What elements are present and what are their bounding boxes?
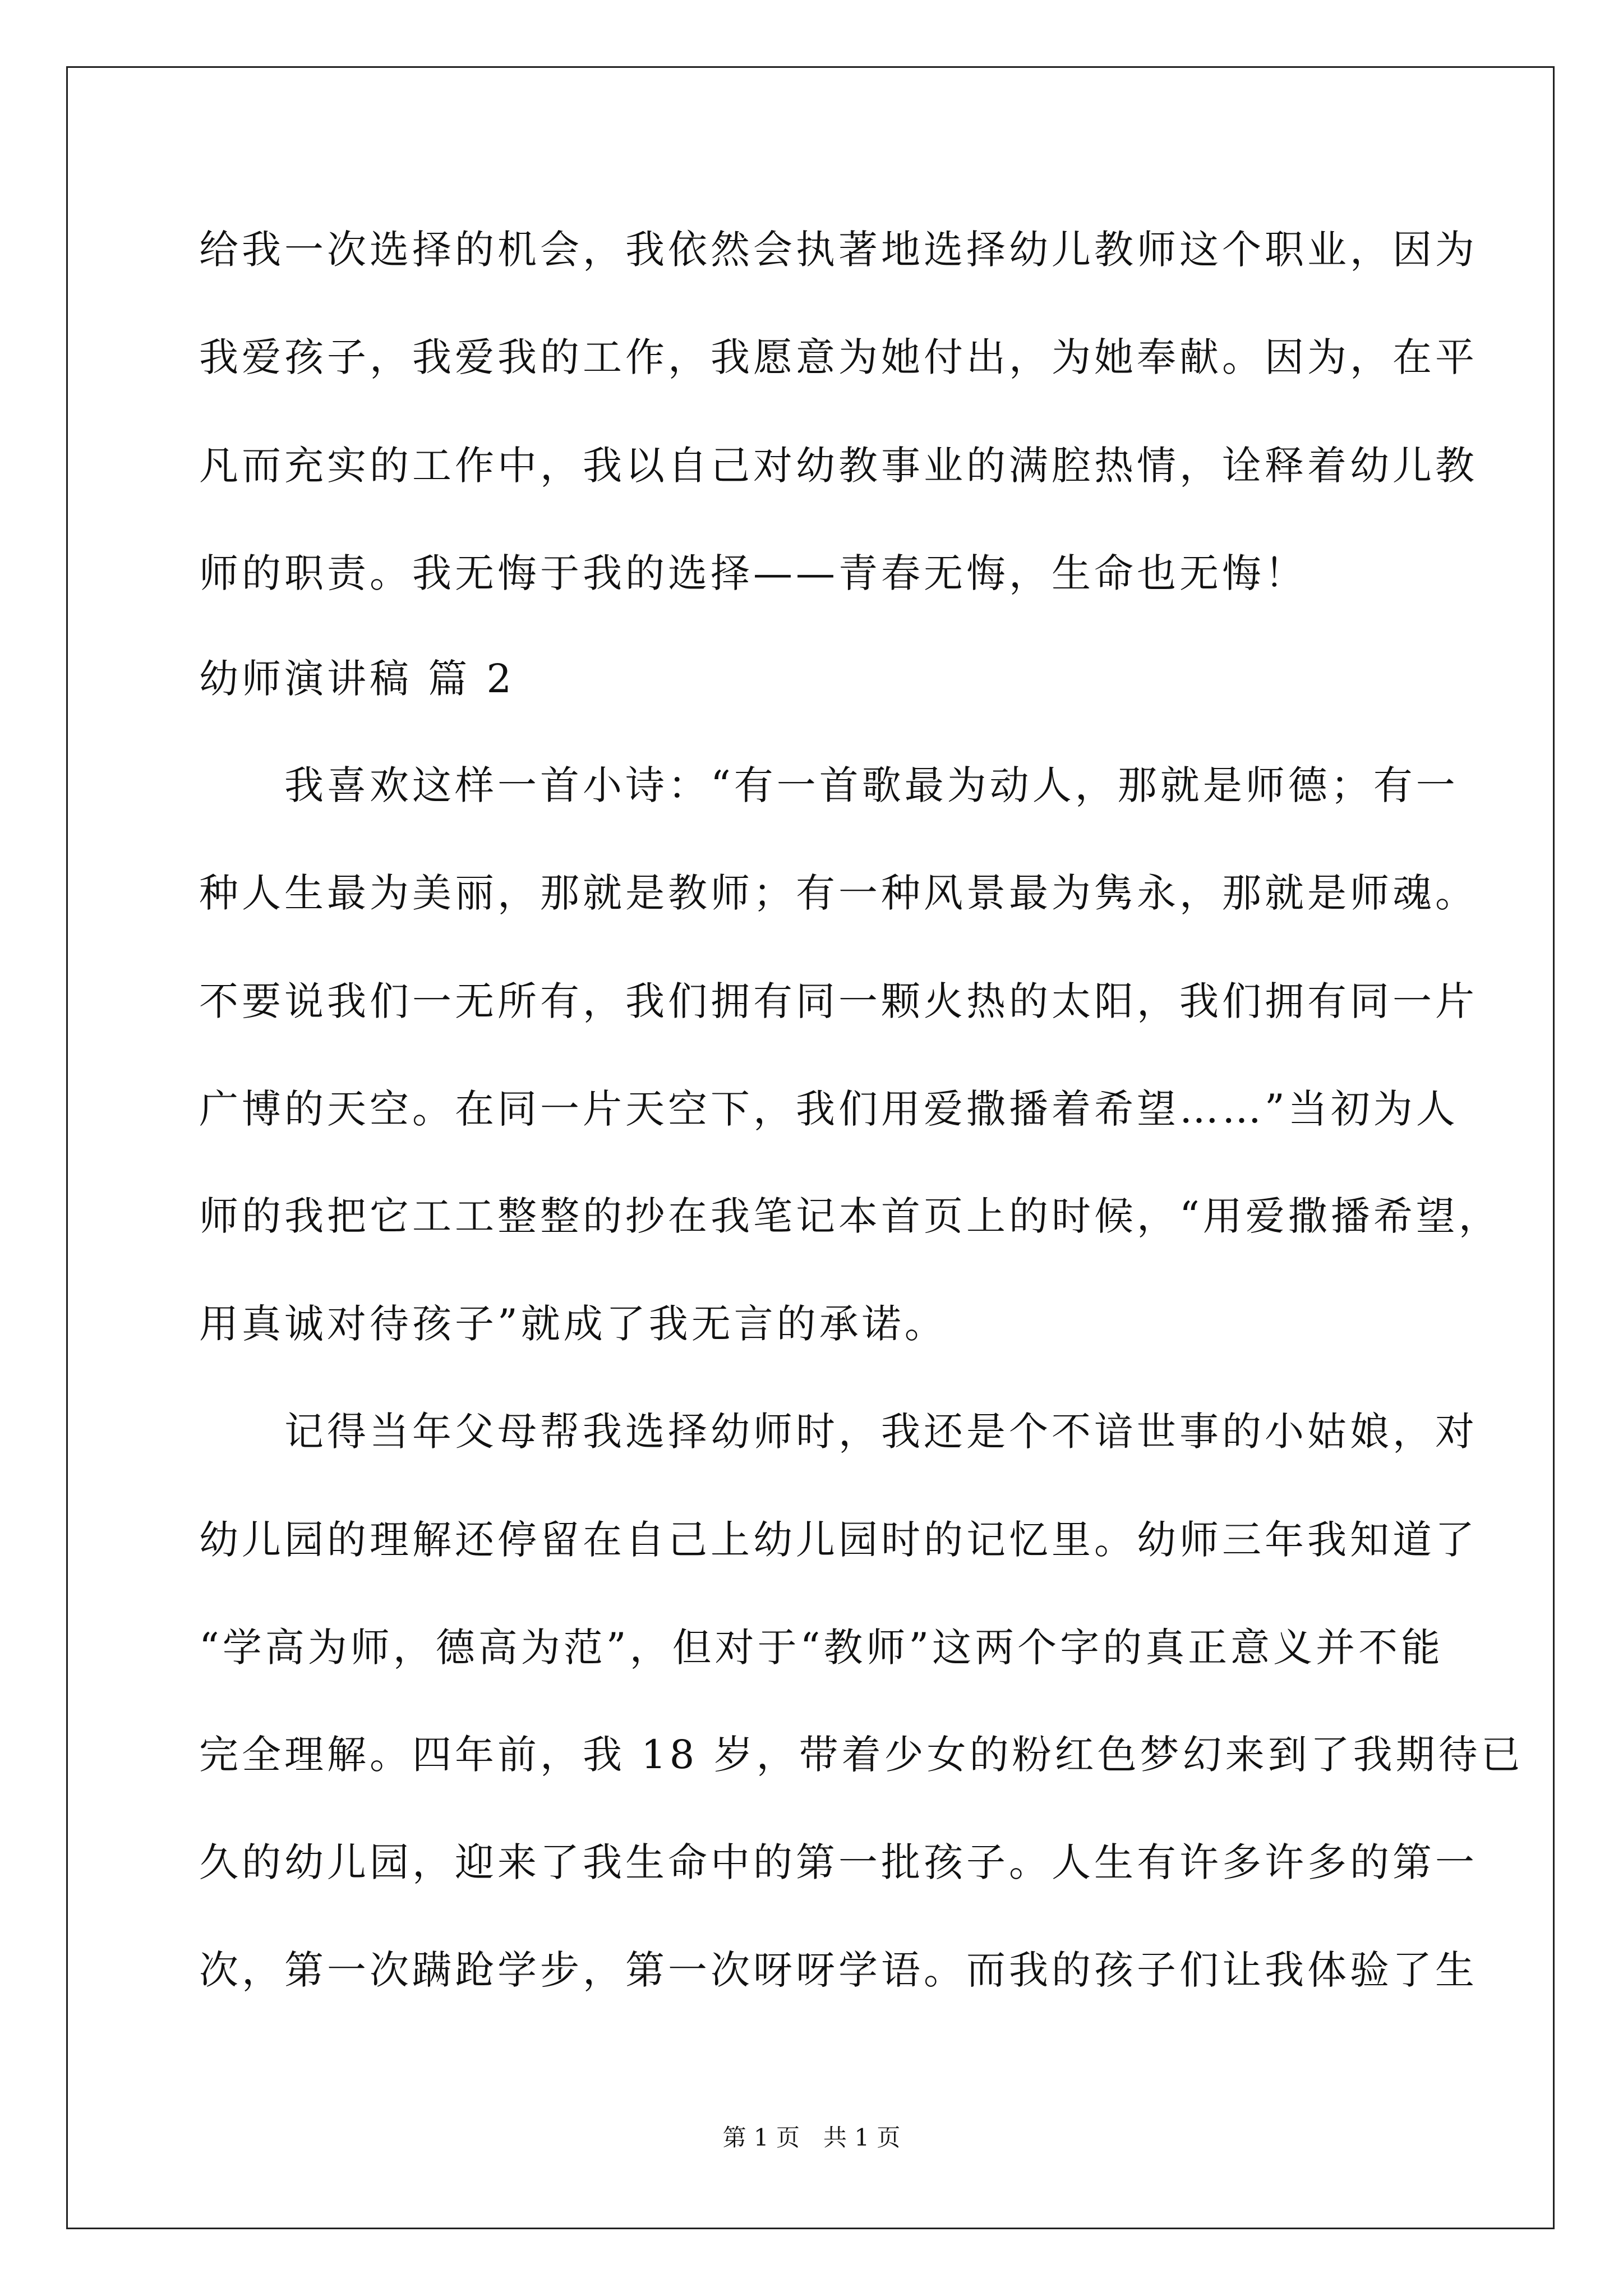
body-text-line: 次，第一次蹒跄学步，第一次呀呀学语。而我的孩子们让我体验了生 [199,1947,1478,1993]
body-text-line: 我喜欢这样一首小诗：“有一首歌最为动人，那就是师德；有一 [199,762,1459,808]
body-text-line: 凡而充实的工作中，我以自己对幼教事业的满腔热情，诠释着幼儿教 [199,443,1478,489]
body-text-line: 我爱孩子，我爱我的工作，我愿意为她付出，为她奉献。因为，在平 [199,334,1478,380]
section-heading: 幼师演讲稿 篇 2 [199,656,515,702]
body-text-line: “学高为师，德高为范”，但对于“教师”这两个字的真正意义并不能 [199,1625,1444,1671]
body-text-line: 广博的天空。在同一片天空下，我们用爱撒播着希望……”当初为人 [199,1086,1459,1132]
body-text-line: 师的职责。我无悔于我的选择——青春无悔，生命也无悔！ [199,550,1307,596]
body-text-line: 不要说我们一无所有，我们拥有同一颗火热的太阳，我们拥有同一片 [199,978,1478,1024]
body-text-line: 记得当年父母帮我选择幼师时，我还是个不谙世事的小姑娘，对 [199,1409,1478,1455]
body-text-line: 幼儿园的理解还停留在自己上幼儿园时的记忆里。幼师三年我知道了 [199,1517,1478,1563]
body-text-line: 种人生最为美丽，那就是教师；有一种风景最为隽永，那就是师魂。 [199,870,1478,916]
page-footer: 第 1 页 共 1 页 [722,2124,901,2151]
body-text-line: 久的幼儿园，迎来了我生命中的第一批孩子。人生有许多许多的第一 [199,1839,1478,1885]
body-text-line: 师的我把它工工整整的抄在我笔记本首页上的时候，“用爱撒播希望， [199,1193,1501,1239]
page-border [66,66,1555,2229]
body-text-line: 用真诚对待孩子”就成了我无言的承诺。 [199,1301,947,1347]
body-text-line: 给我一次选择的机会，我依然会执著地选择幼儿教师这个职业，因为 [199,227,1478,273]
body-text-line: 完全理解。四年前，我 18 岁，带着少女的粉红色梦幻来到了我期待已 [199,1732,1524,1778]
